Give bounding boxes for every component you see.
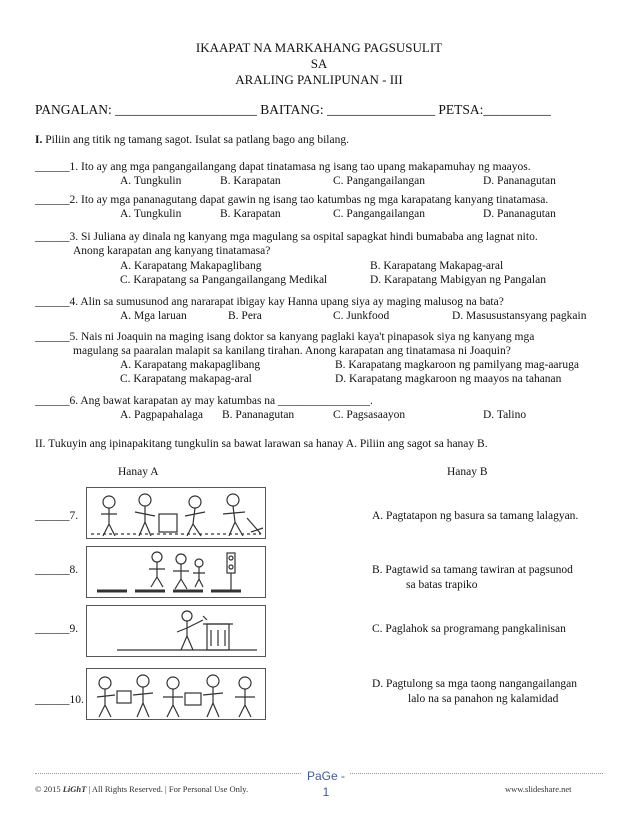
item-7-blank: ______7. bbox=[35, 510, 79, 522]
section2-instruction: II. Tukuyin ang ipinapakitang tungkulin sa bawat larawan sa hanay A. Piliin ang sagot sa hanay B. bbox=[35, 438, 488, 450]
q5-choice-d: D. Karapatang magkaroon ng maayos na tahanan bbox=[335, 373, 562, 385]
question-5-line2: magulang sa paaralan malapit sa kanilang tirahan. Anong karapatan ang tinatamasa ni Joaquin? bbox=[73, 345, 511, 357]
q2-choice-d: D. Pananagutan bbox=[483, 208, 556, 220]
item-9-blank: ______9. bbox=[35, 623, 79, 635]
cleanup-volunteers-illustration bbox=[86, 487, 266, 539]
footer-site: www.slideshare.net bbox=[505, 784, 572, 794]
hanay-b-choice-b: B. Pagtawid sa tamang tawiran at pagsunod bbox=[372, 564, 573, 576]
q4-choice-d: D. Masusustansyang pagkain bbox=[452, 310, 587, 322]
q5-choice-c: C. Karapatang makapag-aral bbox=[120, 373, 252, 385]
crossing-sketch bbox=[87, 547, 265, 597]
hanay-b-header: Hanay B bbox=[447, 466, 488, 478]
hanay-b-choice-d: D. Pagtulong sa mga taong nangangailangan bbox=[372, 678, 578, 690]
q3-choice-d: D. Karapatang Mabigyan ng Pangalan bbox=[370, 274, 546, 286]
q1-choice-c: C. Pangangailangan bbox=[333, 175, 425, 187]
footer-rights: | All Rights Reserved. | For Personal Use Only. bbox=[86, 784, 249, 794]
question-4: ______4. Alin sa sumusunod ang nararapat ibigay kay Hanna upang siya ay maging malusog na bata? bbox=[35, 296, 504, 308]
question-3-line2: Anong karapatan ang kanyang tinatamasa? bbox=[73, 245, 271, 257]
student-info-line: PANGALAN: _____________________ BAITANG: ________________ PETSA:__________ bbox=[35, 102, 551, 117]
copyright-year: © 2015 bbox=[35, 784, 63, 794]
q1-choice-d: D. Pananagutan bbox=[483, 175, 556, 187]
hanay-a-header: Hanay A bbox=[118, 466, 159, 478]
q1-choice-a: A. Tungkulin bbox=[120, 175, 182, 187]
q3-choice-b: B. Karapatang Makapag-aral bbox=[370, 260, 504, 272]
q6-choice-c: C. Pagsasaayon bbox=[333, 409, 406, 421]
hanay-b-choice-b-line2: sa batas trapiko bbox=[406, 579, 478, 591]
footer-brand: LiGhT bbox=[62, 784, 87, 794]
section1-instruction-text: Piliin ang titik ng tamang sagot. Isulat sa patlang bago ang bilang. bbox=[42, 134, 349, 146]
question-1: ______1. Ito ay ang mga pangangailangang dapat tinatamasa ng isang tao upang makapamuhay ng maayos. bbox=[35, 161, 531, 173]
q2-choice-c: C. Pangangailangan bbox=[333, 208, 425, 220]
page-number: PaGe - 1 bbox=[302, 768, 350, 784]
q3-choice-a: A. Karapatang Makapaglibang bbox=[120, 260, 262, 272]
item-10-blank: ______10. bbox=[35, 694, 84, 706]
helping-needy-illustration bbox=[86, 668, 266, 720]
footer-copyright bbox=[35, 784, 248, 794]
trash-disposal-illustration bbox=[86, 605, 266, 657]
item-8-blank: ______8. bbox=[35, 564, 79, 576]
hanay-b-choice-d-line2: lalo na sa panahon ng kalamidad bbox=[408, 693, 559, 705]
q4-choice-b: B. Pera bbox=[228, 310, 262, 322]
q4-choice-c: C. Junkfood bbox=[333, 310, 390, 322]
q5-choice-a: A. Karapatang makapaglibang bbox=[120, 359, 261, 371]
exam-title: IKAAPAT NA MARKAHANG PAGSUSULIT bbox=[195, 40, 443, 55]
trash-sketch bbox=[87, 606, 265, 656]
q3-choice-c: C. Karapatang sa Pangangailangang Medikal bbox=[120, 274, 328, 286]
hanay-b-choice-a: A. Pagtatapon ng basura sa tamang lalagyan. bbox=[372, 510, 579, 522]
q4-choice-a: A. Mga laruan bbox=[120, 310, 187, 322]
question-2: ______2. Ito ay mga pananagutang dapat gawin ng isang tao katumbas ng mga karapatang kanyang tinatamasa. bbox=[35, 194, 549, 206]
cleanup-sketch bbox=[87, 488, 265, 538]
question-5: ______5. Nais ni Joaquin na maging isang doktor sa kanyang paglaki kaya't pinapasok siya ng kanyang mga bbox=[35, 331, 535, 343]
q2-choice-b: B. Karapatan bbox=[220, 208, 281, 220]
section1-instruction bbox=[35, 134, 349, 146]
question-6: ______6. Ang bawat karapatan ay may katumbas na ________________. bbox=[35, 395, 373, 407]
hanay-b-choice-c: C. Paglahok sa programang pangkalinisan bbox=[372, 623, 566, 635]
exam-subject: ARALING PANLIPUNAN - III bbox=[235, 72, 403, 87]
relief-sketch bbox=[87, 669, 265, 719]
pedestrian-crossing-illustration bbox=[86, 546, 266, 598]
question-3: ______3. Si Juliana ay dinala ng kanyang mga magulang sa ospital sapagkat hindi bumababa ang lagnat nito. bbox=[35, 231, 538, 243]
q1-choice-b: B. Karapatan bbox=[220, 175, 281, 187]
q5-choice-b: B. Karapatang magkaroon ng pamilyang mag-aaruga bbox=[335, 359, 579, 371]
q6-choice-b: B. Pananagutan bbox=[222, 409, 295, 421]
q6-choice-a: A. Pagpapahalaga bbox=[120, 409, 204, 421]
q2-choice-a: A. Tungkulin bbox=[120, 208, 182, 220]
section1-number: I. bbox=[35, 134, 43, 146]
exam-title-sa: SA bbox=[310, 56, 328, 71]
q6-choice-d: D. Talino bbox=[483, 409, 527, 421]
